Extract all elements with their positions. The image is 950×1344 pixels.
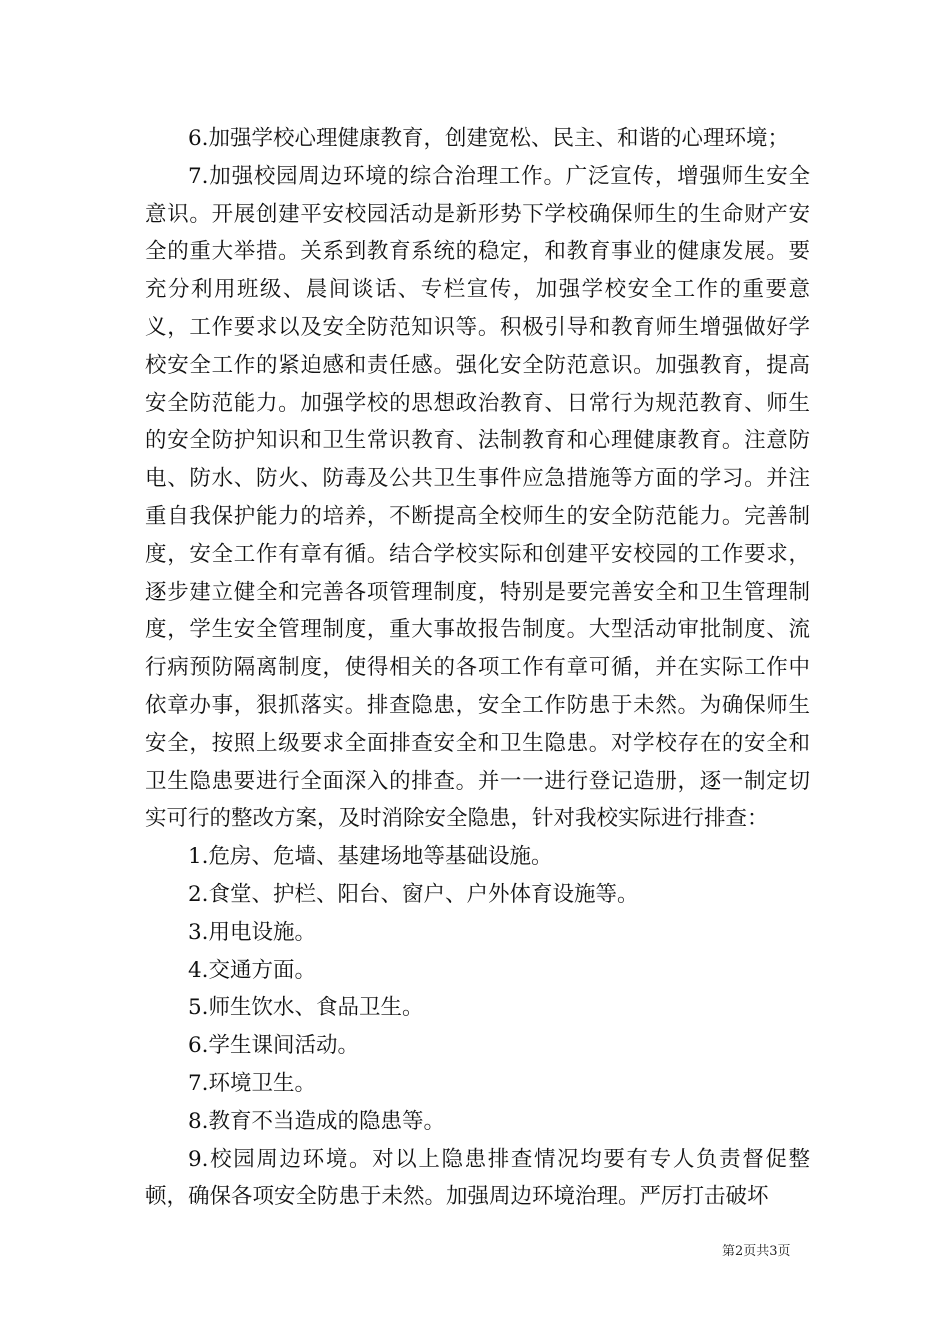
list-item-8: 8.教育不当造成的隐患等。 — [188, 1108, 446, 1134]
list-item-2: 2.食堂、护栏、阳台、窗户、户外体育设施等。 — [188, 881, 639, 907]
page-number: 第2页共3页 — [722, 1244, 791, 1259]
paragraph-item-6-psychology: 6.加强学校心理健康教育，创建宽松、民主、和谐的心理环境； — [188, 126, 790, 151]
list-item-6: 6.学生课间活动。 — [188, 1033, 360, 1059]
list-item-4: 4.交通方面。 — [188, 957, 317, 983]
list-item-7: 7.环境卫生。 — [188, 1070, 317, 1096]
list-item-9: 9.校园周边环境。对以上隐患排查情况均要有专人负责督促整顿，确保各项安全防患于未然。加强周边环境治理。严厉打击破坏 — [145, 1146, 810, 1210]
list-item-1: 1.危房、危墙、基建场地等基础设施。 — [188, 844, 553, 870]
paragraph-item-7-surroundings: 7.加强校园周边环境的综合治理工作。广泛宣传，增强师生安全意识。开展创建平安校园活动是新形势下学校确保师生的生命财产安全的重大举措。关系到教育系统的稳定，和教育事业的健康发展。要充分利用班级、晨间谈话、专栏宣传，加强学校安全工作的重要意义，工作要求以及安全防范知识等。积极引导和教育师生增强做好学校安全工作的紧迫感和责任感。强化安全防范意识。加强教育，提高安全防范能力。加强学校的思想政治教育、日常行为规范教育、师生的安全防护知识和卫生常识教育、法制教育和心理健康教育。注意防电、防水、防火、防毒及公共卫生事件应急措施等方面的学习。并注重自我保护能力的培养，不断提高全校师生的安全防范能力。完善制度，安全工作有章有循。结合学校实际和创建平安校园的工作要求，逐步建立健全和完善各项管理制度，特别是要完善安全和卫生管理制度，学生安全管理制度，重大事故报告制度。大型活动审批制度、流行病预防隔离制度，使得相关的各项工作有章可循，并在实际工作中依章办事，狠抓落实。排查隐患，安全工作防患于未然。为确保师生安全，按照上级要求全面排查安全和卫生隐患。对学校存在的安全和卫生隐患要进行全面深入的排查。并一一进行登记造册，逐一制定切实可行的整改方案，及时消除安全隐患，针对我校实际进行排查： — [145, 163, 810, 832]
list-item-5: 5.师生饮水、食品卫生。 — [188, 995, 424, 1021]
document-body — [145, 120, 810, 1216]
list-item-3: 3.用电设施。 — [188, 919, 317, 945]
